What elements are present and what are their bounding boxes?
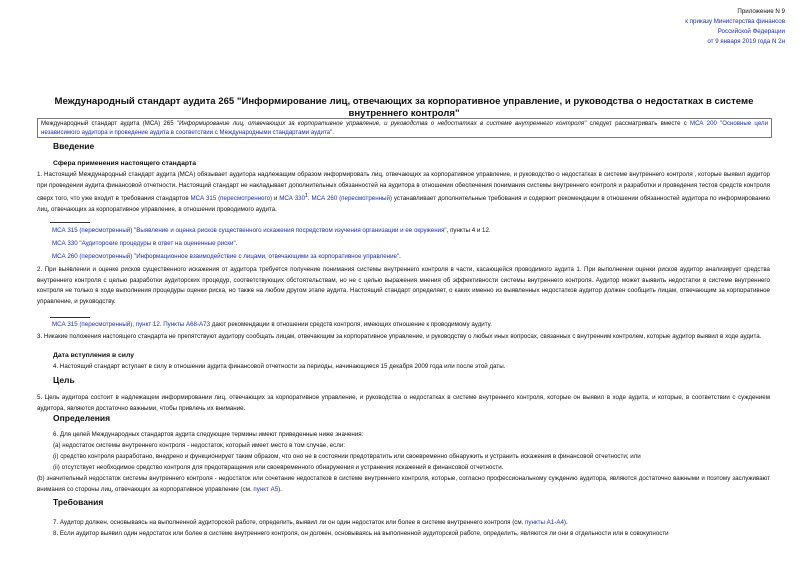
footnote-separator-2 [50,317,90,318]
note-text-2: следует рассматривать вместе с [586,120,691,127]
paragraph-7 [53,518,770,529]
effective-date-heading: Дата вступления в силу [53,352,134,359]
footnote-1-link[interactable]: МСА 315 (пересмотренный) "Выявление и оценка рисков существенного искажения посредством изучения организации и ее окружения" [52,227,447,234]
footnote-2 [52,239,772,249]
paragraph-6: 6. Для целей Международных стандартов аудита следующие термины имеют приведенные ниже значения: [53,431,364,438]
note-link-isa200[interactable]: МСА 200 [690,120,717,127]
p1-text: 1. Настоящий Международный стандарт аудита (МСА) обязывает аудитора надлежащим образом информировать лиц, отвечающих за корпоративное управление, и руководство о недостатках в системе внутреннего контроля , которые выявил аудитор при проведении аудита финансовой отчетности. Настоящий стандарт не накладывает дополнительных обязанностей на аудитора в отношении обеспечения понимания системы внутреннего контроля и разработки и проведения тестов средств контроля сверх того, что уже входит в требования стандартов [37,171,770,203]
note-text: Международный стандарт аудита (МСА) 265 [41,120,177,127]
appendix-order-link[interactable]: к приказу Министерства финансов [685,18,785,25]
p1-and: и [272,195,280,203]
definition-b-link[interactable]: пункт А5 [253,485,279,493]
definition-a-ii: (ii) отсутствует необходимое средство контроля для предотвращения или своевременного обнаружения и устранения искажений в финансовой отчетности. [53,464,504,471]
paragraph-1: 1. Настоящий Международный стандарт аудита (МСА) обязывает аудитора надлежащим образом информировать лиц, отвечающих за корпоративное управление, и руководство о недостатках в системе внутреннего контроля , которые выявил аудитор при проведении аудита финансовой отчетности. Настоящий стандарт не накладывает дополнительных обязанностей на аудитора в отношении обеспечения понимания системы внутреннего контроля и разработки и проведения тестов средств контроля сверх того, что уже входит в требования стандартов МСА 315 (пересмотренного) и МСА $330^1$. МСА 260 (пересмотренный) устанавливает дополнительные требования и содержит рекомендации в отношении обязанностей аудитора по информированию лиц, отвечающих за корпоративное управление, в отношении проводимого аудита. [37,171,770,213]
appendix-country-link[interactable]: Российской Федерации [717,28,785,35]
note-italic: "Информирование лиц, отвечающих за корпоративное управление, и руководства о недостатках в системе внутреннего контроля" [176,120,587,127]
footnote-3-tail: . [399,253,401,260]
footnote-4-tail: дают рекомендации в отношении средств контроля, имеющих отношение к проводимому аудиту. [210,321,492,328]
footnote-separator [50,222,90,223]
footnote-1-tail: , пункты 4 и 12. [446,227,491,234]
p1-link-isa260[interactable]: МСА 260 (пересмотренный) [311,195,393,203]
definition-b [37,474,770,495]
paragraph-4: 4. Настоящий стандарт вступает в силу в отношении аудита финансовой отчетности за периоды, начинающиеся 15 декабря 2009 года или после этой даты. [53,363,506,370]
footnote-2-link[interactable]: МСА 330 "Аудиторские процедуры в ответ на оцененные риски" [52,240,236,247]
appendix-number: Приложение N 9 [737,8,785,15]
p1-text-2: устанавливает дополнительные требования и содержит рекомендации в отношении обязанностей аудитора по информированию лиц, отвечающих за корпоративное управление, в отношении проводимого аудита. [37,195,770,213]
appendix-block [485,7,785,47]
p1-sup: 1 [305,193,308,199]
paragraph-3: 3. Никакие положения настоящего стандарта не препятствуют аудитору сообщать лицам, отвечающим за корпоративное управление, и руководству о любых иных вопросах, связанных с внутренним контролем, которые аудитор выявил в ходе аудита. [37,333,762,340]
footnote-4 [52,320,772,330]
definition-a-i: (i) средство контроля разработано, внедрено и функционирует таким образом, что оно не в состоянии предотвратить или своевременно обнаружить и устранить искажения в финансовой отчетности; или [53,453,641,460]
p7-text: 7. Аудитор должен, основываясь на выполненной аудиторской работе, определить, выявил ли он один недостаток или более в системе внутреннего контроля (см. [53,519,526,526]
definition-b-text: (b) значительный недостаток системы внутреннего контроля - недостаток или сочетание недостатков в системе внутреннего контроля, которые, согласно профессиональному суждению аудитора, являются достаточно важными и поэтому заслуживают внимания со стороны лиц, отвечающих за корпоративное управление (см. [37,475,770,493]
definition-a: (a) недостаток системы внутреннего контроля - недостаток, который имеет место в том случае, если: [53,442,346,449]
requirements-heading: Требования [53,497,104,507]
goal-heading: Цель [53,375,75,385]
footnote-3 [52,252,772,262]
appendix-date-link[interactable]: от 9 января 2019 года N 2н [707,38,785,45]
note-link-isa200-title[interactable]: "Основные цели независимого аудитора и проведение аудита в соответствии с Международными стандартами аудита" [41,120,768,136]
footnote-4-link[interactable]: МСА 315 (пересмотренный), пункт 12. Пункты А68-А73 [52,321,211,328]
p7-link[interactable]: пункты А1-А4 [525,519,564,526]
intro-note-box [37,118,772,138]
definitions-heading: Определения [53,413,111,423]
scope-heading: Сфера применения настоящего стандарта [53,160,197,167]
p7-end: ). [563,519,568,526]
document-title: Международный стандарт аудита 265 "Информирование лиц, отвечающих за корпоративное управление, и руководства о недостатках в системе внутреннего контроля" [54,96,754,119]
footnote-3-link[interactable]: МСА 260 (пересмотренный) "Информационное взаимодействие с лицами, отвечающими за корпоративное управление" [52,253,400,260]
paragraph-2: 2. При выявлении и оценке рисков существенного искажения от аудитора требуется получение понимания системы внутреннего контроля в части, касающейся проводимого аудита 1. При выполнении оценки рисков аудитор анализирует средства внутреннего контроля с целью разработки аудиторских процедур, соответствующих обстоятельствам, но не с целью выражения мнения об эффективности системы внутреннего контроля. Аудитор может выявить недостатки в системе внутреннего контроля не только в ходе выполнения процедуры оценки риска, но также на любом другом этапе аудита. Настоящий стандарт определяет, о каких именно из выявленных недостатков аудитор должен сообщить лицам, отвечающим за корпоративное управление, и руководству. [37,266,770,305]
definition-b-end: ). [278,485,282,493]
p1-link-isa330[interactable]: МСА 330 [279,195,306,203]
p1-link-isa315[interactable]: МСА 315 (пересмотренного) [190,195,273,203]
footnote-1 [52,226,772,236]
paragraph-5: 5. Цель аудитора состоит в надлежащем информировании лиц, отвечающих за корпоративное управление, и руководства о недостатках в системе внутреннего контроля, которые он выявил в ходе аудита, и которые, в соответствии с суждением аудитора, являются достаточно важными, чтобы привлечь их внимание. [37,394,770,412]
intro-heading: Введение [53,141,95,151]
paragraph-8: 8. Если аудитор выявил один недостаток или более в системе внутреннего контроля, он должен, основываясь на выполненной аудиторской работе, определить, являются ли они в отдельности или в совокупности [53,530,669,537]
note-end: . [332,128,334,136]
footnote-2-tail: . [235,240,238,247]
